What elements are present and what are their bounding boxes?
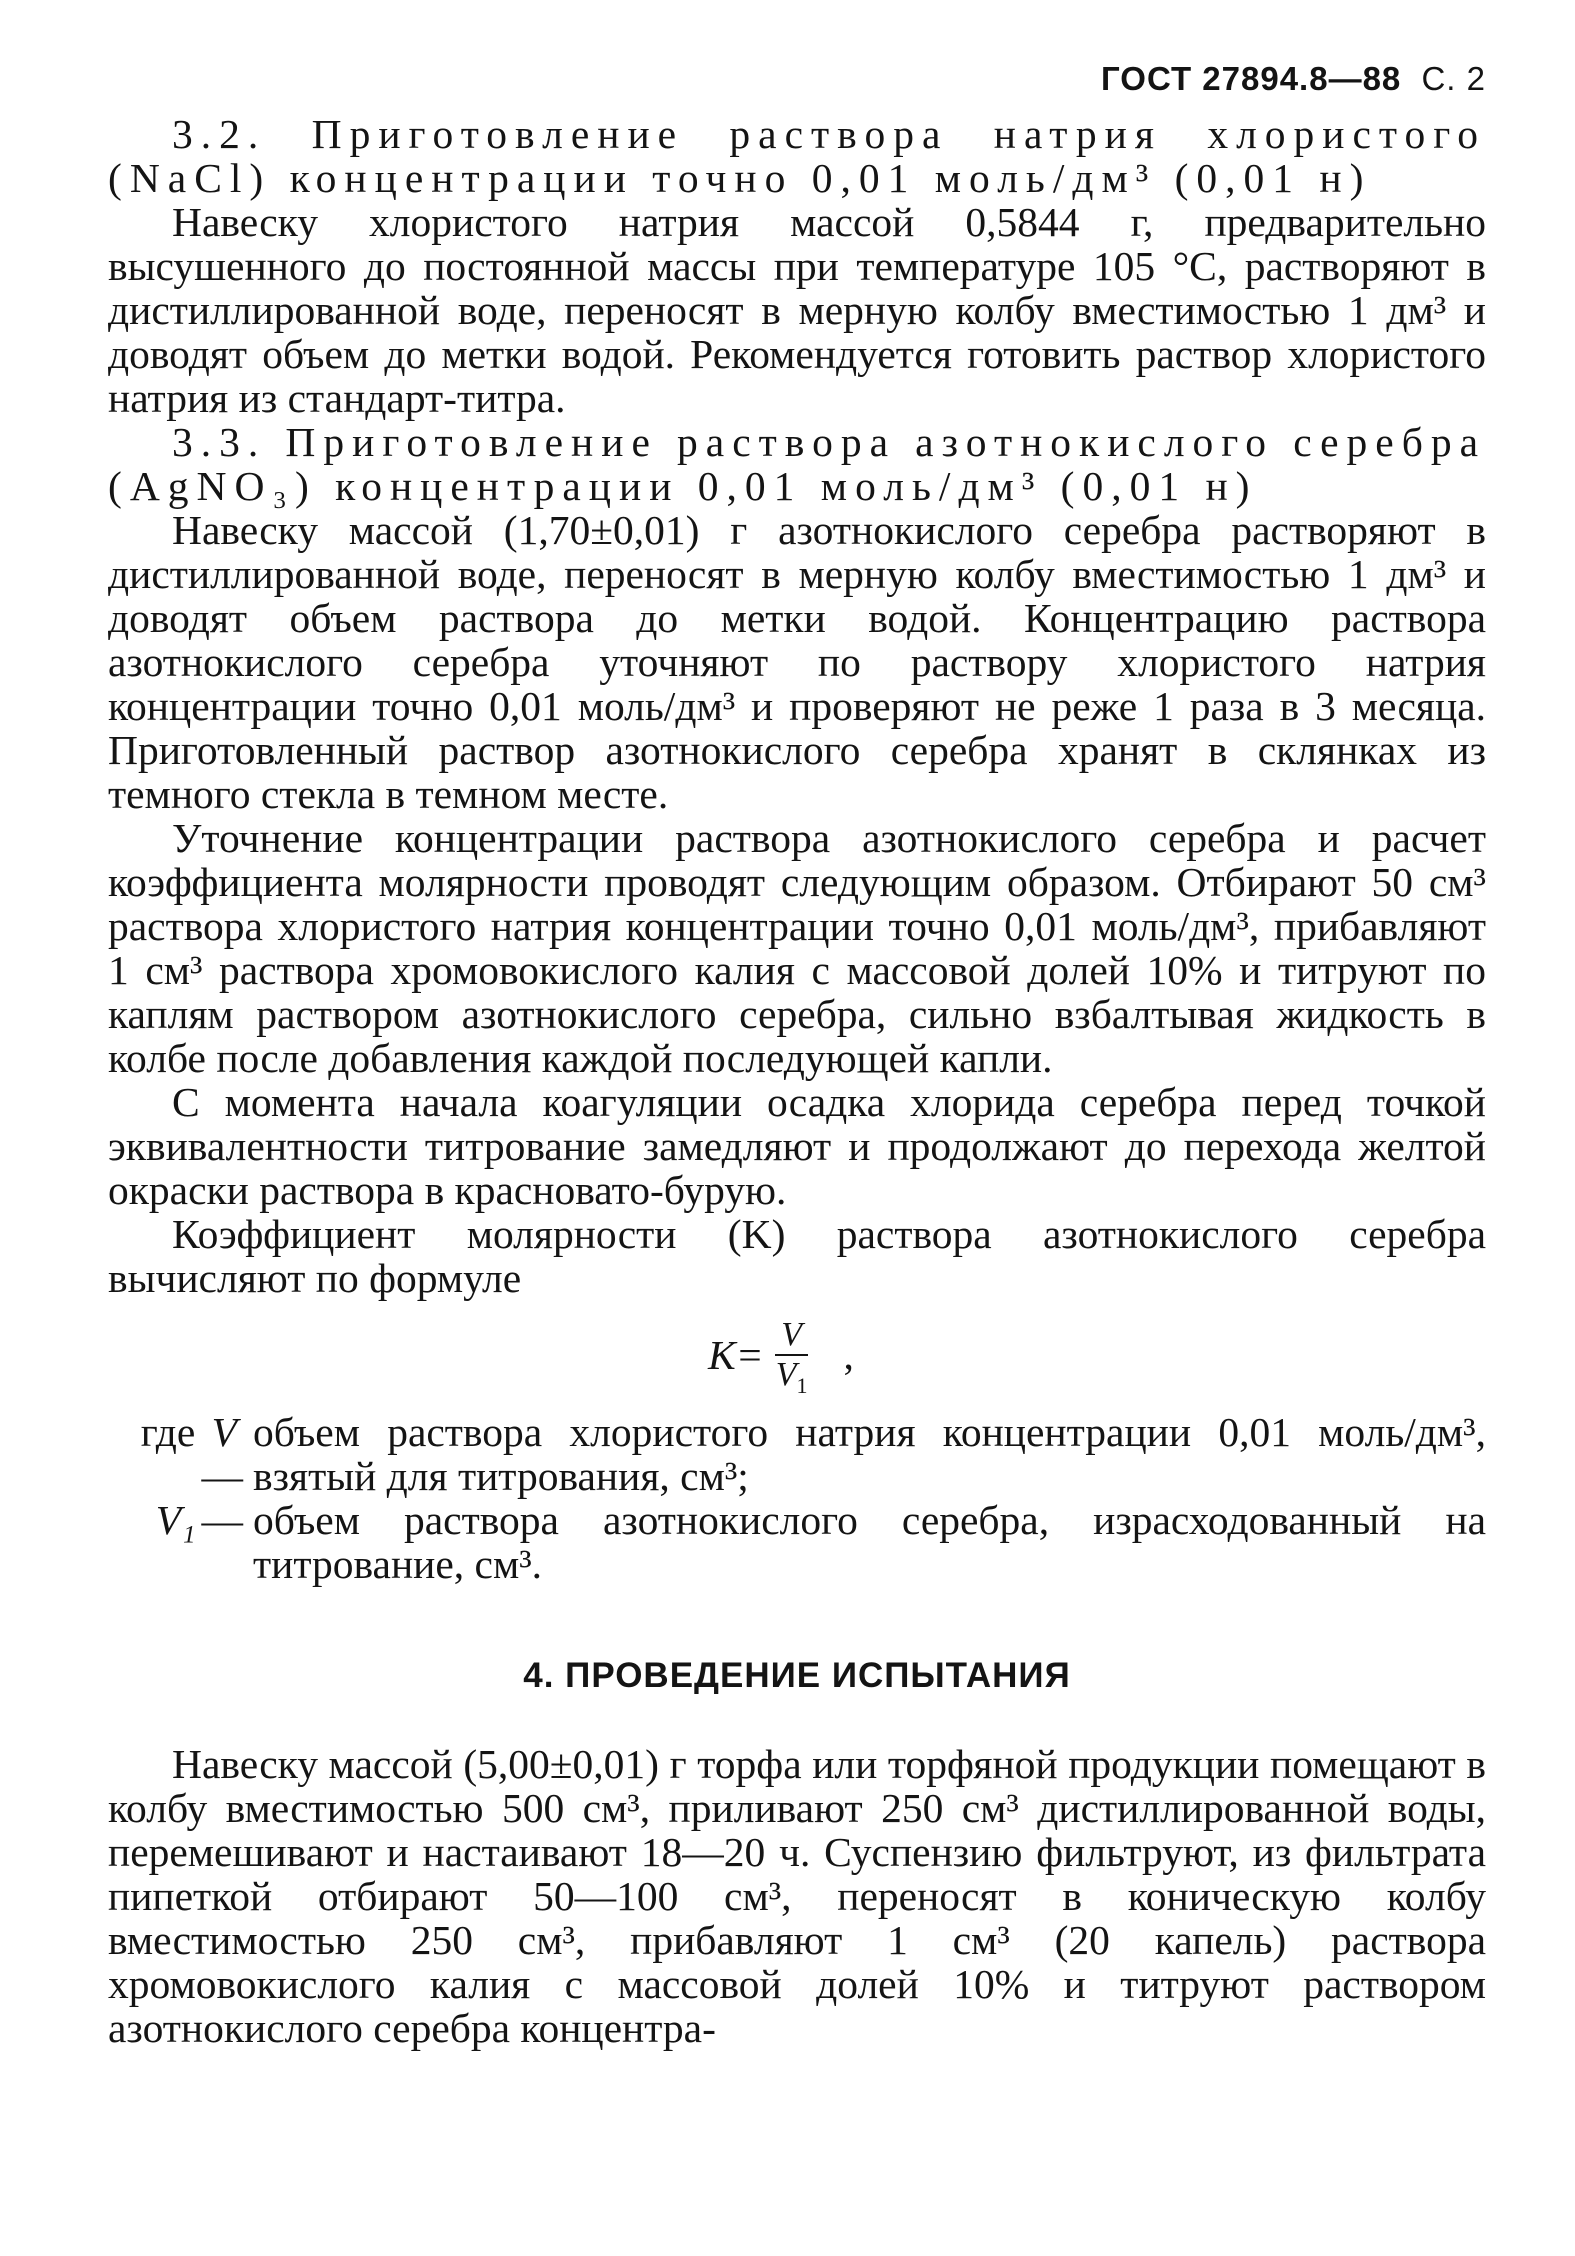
definition-row [108,1498,1486,1586]
formula-lhs: K= [708,1332,764,1378]
definition-row [108,1410,1486,1498]
formula-trailing-comma: , [843,1332,854,1378]
section-3-3-paragraph-4: Коэффициент молярности (K) раствора азотнокислого серебра вычисляют по формуле [108,1211,1486,1301]
formula-denominator-subscript: 1 [796,1372,808,1398]
definition-symbol: V [211,1409,237,1455]
section-4-body: Навеску массой (5,00±0,01) г торфа или торфяной продукции помещают в колбу вместимостью 500 см³, приливают 250 см³ дистиллированной воды, перемешивают и настаивают 18—20 ч. Суспензию фильтруют, из фильтрата пипеткой отбирают 50—100 см³, переносят в коническую колбу вместимостью 250 см³, прибавляют 1 см³ (20 капель) раствора хромовокислого калия с массовой долей 10% и титруют раствором азотнокислого серебра концентра- [108,1741,1486,2051]
standard-number: ГОСТ 27894.8—88 [1101,60,1402,97]
formula-numerator: V [775,1316,808,1356]
definition-dash: — [201,1453,243,1499]
section-3-2-heading: 3.2. Приготовление раствора натрия хлористого (NaCl) концентрации точно 0,01 моль/дм³ (0,01 н) [108,111,1486,201]
document-page [108,60,1486,2050]
formula-denominator: $V_1$ [775,1356,808,1398]
section-3-3-paragraph-2: Уточнение концентрации раствора азотнокислого серебра и расчет коэффициента молярности проводят следующим образом. Отбирают 50 см³ раствора хлористого натрия концентрации точно 0,01 моль/дм³, прибавляют 1 см³ раствора хромовокислого калия с массовой долей 10% и титруют по каплям раствором азотнокислого серебра, сильно взбалтывая жидкость в колбе после добавления каждой последующей капли. [108,815,1486,1081]
page-number: С. 2 [1421,60,1486,97]
molarity-formula [108,1300,1486,1410]
definition-text: объем раствора хлористого натрия концентрации 0,01 моль/дм³, взятый для титрования, см³; [253,1409,1486,1499]
page-header [108,60,1486,112]
section-3-3-heading: 3.3. Приготовление раствора азотнокислого серебра (AgNO₃) концентрации 0,01 моль/дм³ (0,01 н) [108,419,1486,509]
formula-fraction [770,1316,814,1398]
section-3-2-body: Навеску хлористого натрия массой 0,5844 г, предварительно высушенного до постоянной массы при температуре 105 °С, растворяют в дистиллированной воде, переносят в мерную колбу вместимостью 1 дм³ и доводят объем до метки водой. Рекомендуется готовить раствор хлористого натрия из стандарт-титра. [108,199,1486,421]
definition-dash: — [201,1497,243,1543]
section-3-3-body: Навеску массой (1,70±0,01) г азотнокислого серебра растворяют в дистиллированной воде, переносят в мерную колбу вместимостью 1 дм³ и доводят объем раствора до метки водой. Концентрацию раствора азотнокислого серебра уточняют по раствору хлористого натрия концентрации точно 0,01 моль/дм³ и проверяют не реже 1 раза в 3 месяца. Приготовленный раствор азотнокислого серебра хранят в склянках из темного стекла в темном месте. [108,507,1486,817]
where-word: где [140,1409,196,1455]
section-4-title: 4. ПРОВЕДЕНИЕ ИСПЫТАНИЯ [523,1656,1071,1695]
section-3-3-paragraph-3: С момента начала коагуляции осадка хлорида серебра перед точкой эквивалентности титрование замедляют и продолжают до перехода желтой окраски раствора в красновато-бурую. [108,1079,1486,1213]
variable-definitions [108,1410,1486,1586]
definition-text: объем раствора азотнокислого серебра, израсходованный на титрование, см³. [253,1497,1486,1587]
definition-symbol: V₁ [155,1497,196,1543]
